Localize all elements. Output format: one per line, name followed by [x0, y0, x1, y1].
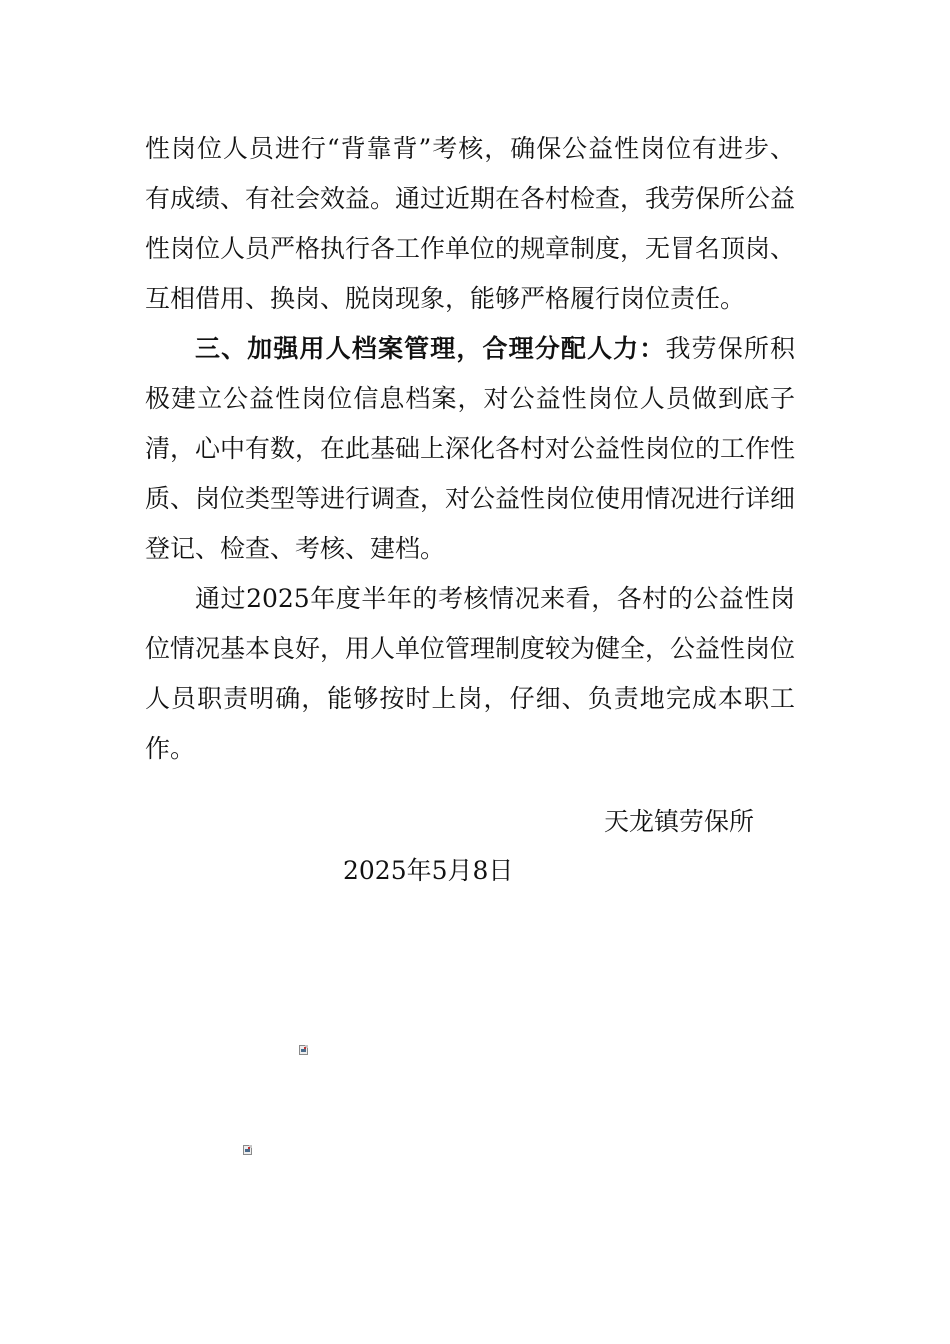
- signature-organization: 天龙镇劳保所: [604, 807, 755, 836]
- signature-date: 2025年5月8日: [343, 856, 514, 885]
- broken-image-icon: [299, 1045, 308, 1054]
- paragraph-summary: 通过2025年度半年的考核情况来看，各村的公益性岗位情况基本良好，用人单位管理制度较为健全，公益性岗位人员职责明确，能够按时上岗，仔细、负责地完成本职工作。: [145, 584, 796, 763]
- paragraph-section-three: [145, 324, 795, 574]
- broken-image-icon: [243, 1145, 252, 1154]
- section-heading: 三、加强用人档案管理，合理分配人力：: [195, 334, 666, 363]
- document-body: [145, 124, 795, 774]
- section-body: 我劳保所积极建立公益性岗位信息档案，对公益性岗位人员做到底子清，心中有数，在此基础上深化各村对公益性岗位的工作性质、岗位类型等进行调查，对公益性岗位使用情况进行详细登记、检查、考核、建档。: [145, 334, 796, 563]
- paragraph-continued: 性岗位人员进行“背靠背”考核，确保公益性岗位有进步、有成绩、有社会效益。通过近期在各村检查，我劳保所公益性岗位人员严格执行各工作单位的规章制度，无冒名顶岗、互相借用、换岗、脱岗现象，能够严格履行岗位责任。: [145, 134, 796, 313]
